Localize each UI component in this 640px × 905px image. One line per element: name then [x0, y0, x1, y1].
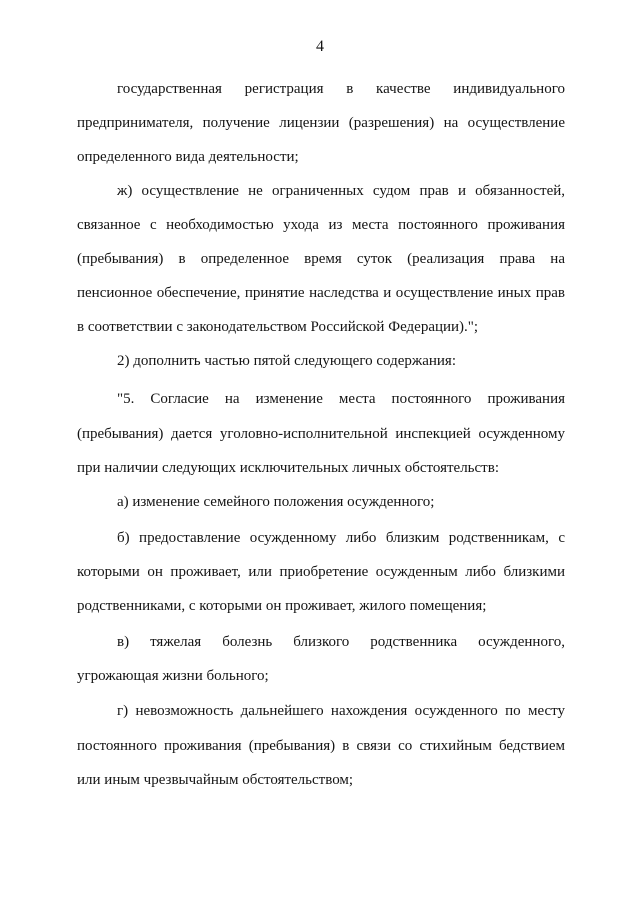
text-line: г) невозможность дальнейшего нахождения осужденного по месту — [117, 703, 565, 719]
text-line: пенсионное обеспечение, принятие наследства и осуществление иных прав — [77, 285, 565, 301]
page-number: 4 — [316, 38, 324, 55]
text-line: которыми он проживает, или приобретение осужденным либо близкими — [77, 564, 565, 580]
text-line: при наличии следующих исключительных личных обстоятельств: — [77, 460, 499, 476]
text-line: угрожающая жизни больного; — [77, 668, 269, 684]
text-line: б) предоставление осужденному либо близким родственникам, с — [117, 530, 565, 546]
text-line: предпринимателя, получение лицензии (разрешения) на осуществление — [77, 115, 565, 131]
text-line: ж) осуществление не ограниченных судом прав и обязанностей, — [117, 183, 565, 199]
text-line: государственная регистрация в качестве индивидуального — [117, 81, 565, 97]
text-line: родственниками, с которыми он проживает, жилого помещения; — [77, 598, 487, 614]
text-line: а) изменение семейного положения осужденного; — [117, 494, 435, 510]
text-line: постоянного проживания (пребывания) в связи со стихийным бедствием — [77, 738, 565, 754]
text-line: определенного вида деятельности; — [77, 149, 299, 165]
text-line: в соответствии с законодательством Российской Федерации)."; — [77, 319, 479, 335]
text-line: связанное с необходимостью ухода из места постоянного проживания — [77, 217, 565, 233]
text-line: "5. Согласие на изменение места постоянного проживания — [117, 391, 565, 407]
text-line: (пребывания) дается уголовно-исполнительной инспекцией осужденному — [77, 426, 565, 442]
text-line: (пребывания) в определенное время суток (реализация права на — [77, 251, 565, 267]
text-line: 2) дополнить частью пятой следующего содержания: — [117, 353, 457, 369]
text-line: или иным чрезвычайным обстоятельством; — [77, 772, 354, 788]
text-line: в) тяжелая болезнь близкого родственника осужденного, — [117, 634, 565, 650]
